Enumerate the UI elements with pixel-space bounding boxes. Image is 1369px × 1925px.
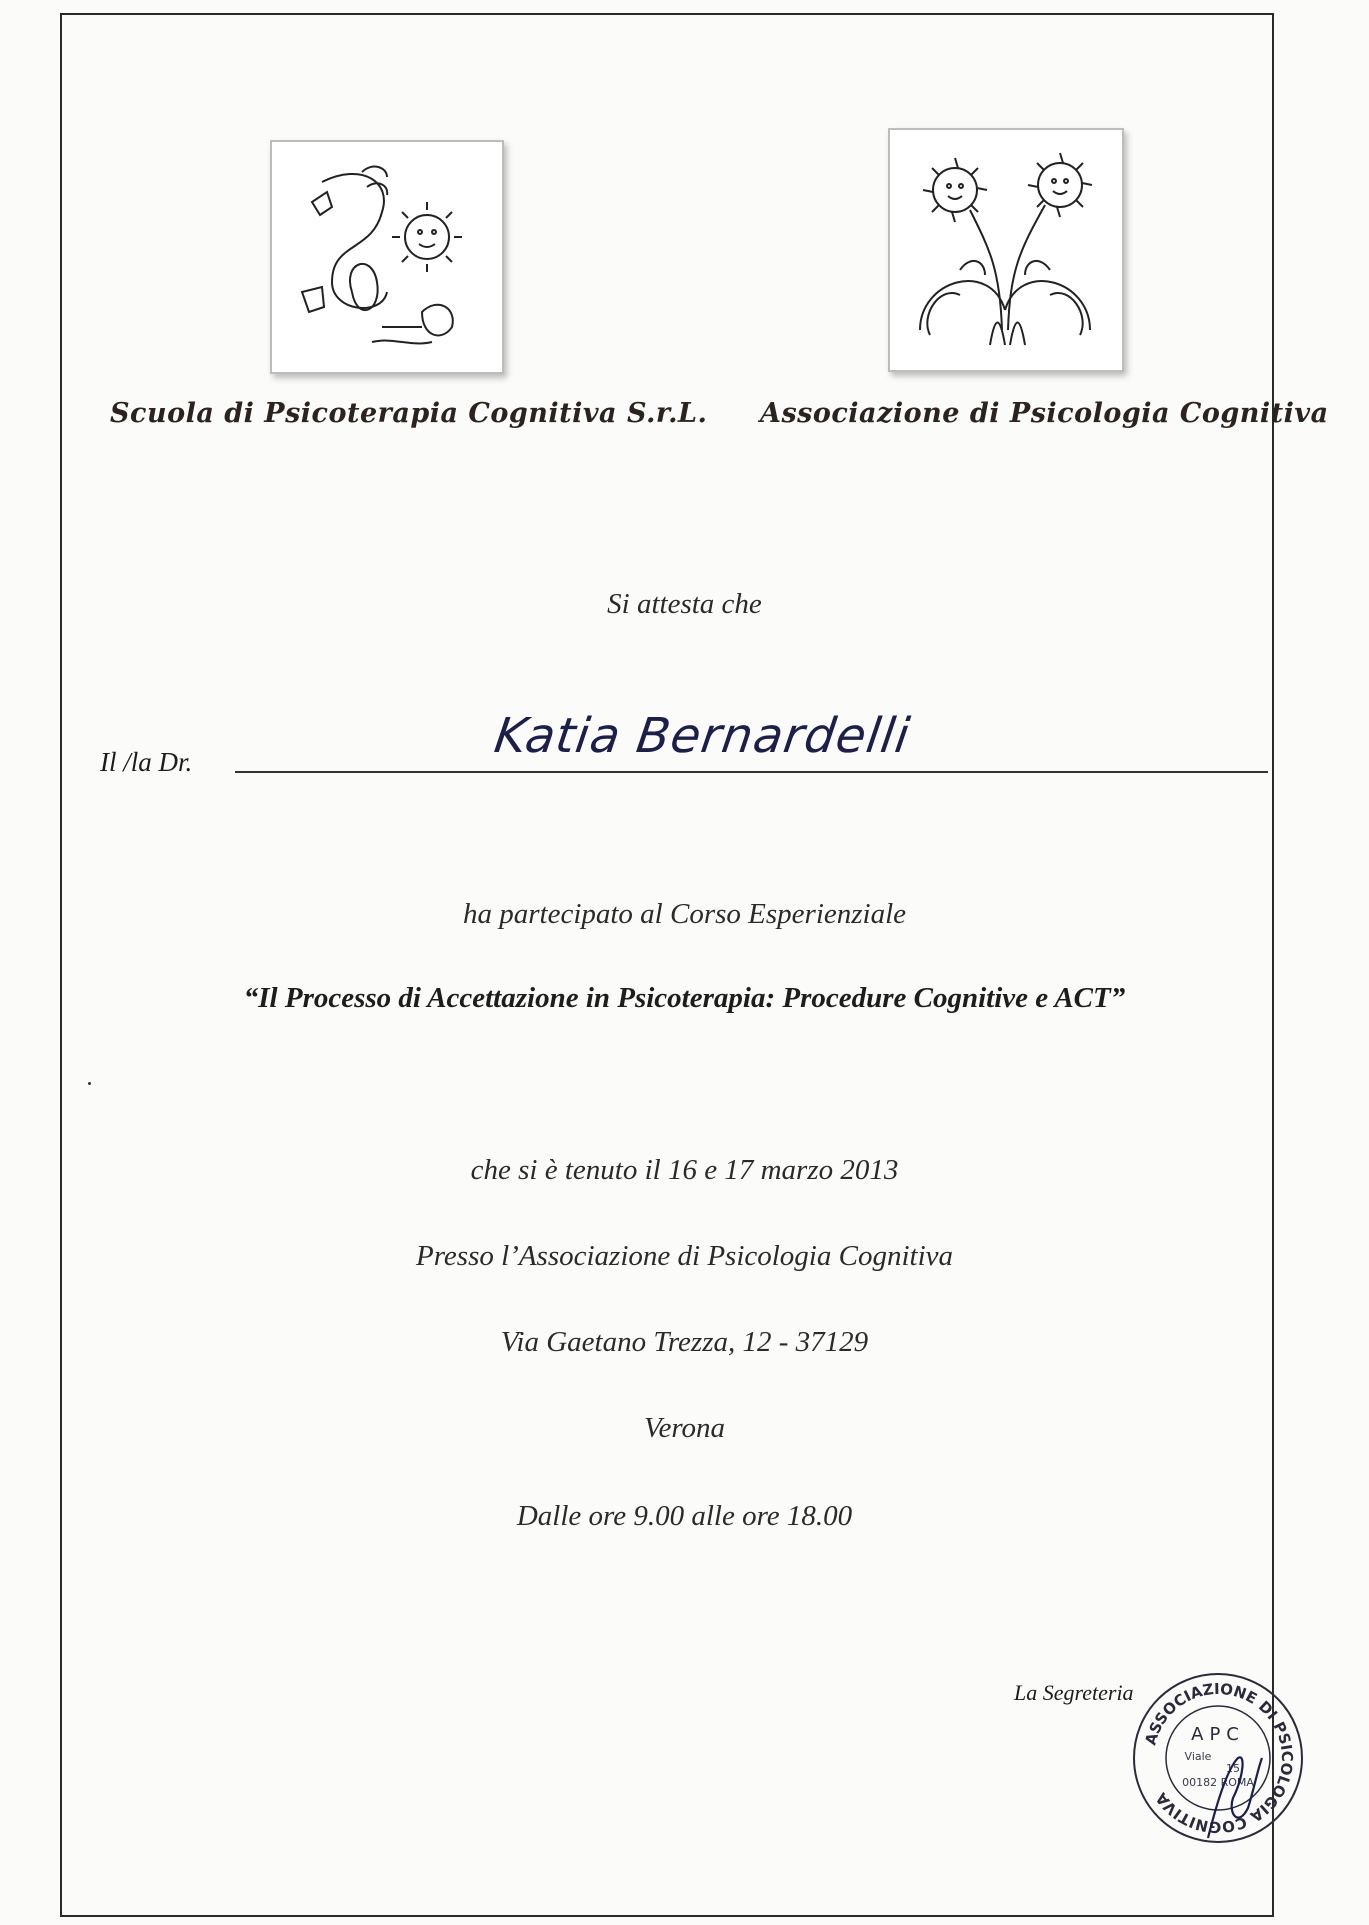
twin-sunflower-logo-icon (888, 128, 1124, 372)
dr-label: Il /la Dr. (100, 747, 193, 777)
stamp-center: APC (1191, 1724, 1245, 1745)
stamp-ring-text: ASSOCIAZIONE DI PSICOLOGIA COGNITIVA (1141, 1679, 1297, 1837)
stamp-line-1: Viale (1184, 1750, 1212, 1763)
paper-speck (88, 1082, 91, 1085)
participant-name: Katia Bernardelli (491, 708, 914, 764)
attestation-heading: Si attesta che (607, 588, 762, 620)
participation-text: ha partecipato al Corso Esperienziale (462, 898, 907, 930)
venue-address: Via Gaetano Trezza, 12 - 37129 (500, 1326, 869, 1358)
course-date: che si è tenuto il 16 e 17 marzo 2013 (470, 1154, 899, 1186)
venue-city: Verona (643, 1412, 726, 1444)
venue-name: Presso l’Associazione di Psicologia Cognitiva (416, 1240, 953, 1272)
svg-text:ASSOCIAZIONE DI PSICOLOGIA COG (1141, 1680, 1296, 1836)
course-title: “Il Processo di Accettazione in Psicoterapia: Procedure Cognitive e ACT” (243, 982, 1126, 1014)
course-hours: Dalle ore 9.00 alle ore 18.00 (516, 1500, 853, 1532)
association-name: Associazione di Psicologia Cognitiva (760, 398, 1329, 429)
sun-vine-logo-icon (270, 140, 504, 374)
secretariat-label: La Segreteria (1014, 1680, 1134, 1705)
school-name: Scuola di Psicoterapia Cognitiva S.r.L. (110, 398, 708, 429)
stamp-line-2: 15 (1226, 1762, 1240, 1775)
association-stamp (1128, 1668, 1308, 1848)
stamp-line-3: 00182 ROMA (1182, 1776, 1254, 1789)
name-underline (235, 771, 1268, 773)
